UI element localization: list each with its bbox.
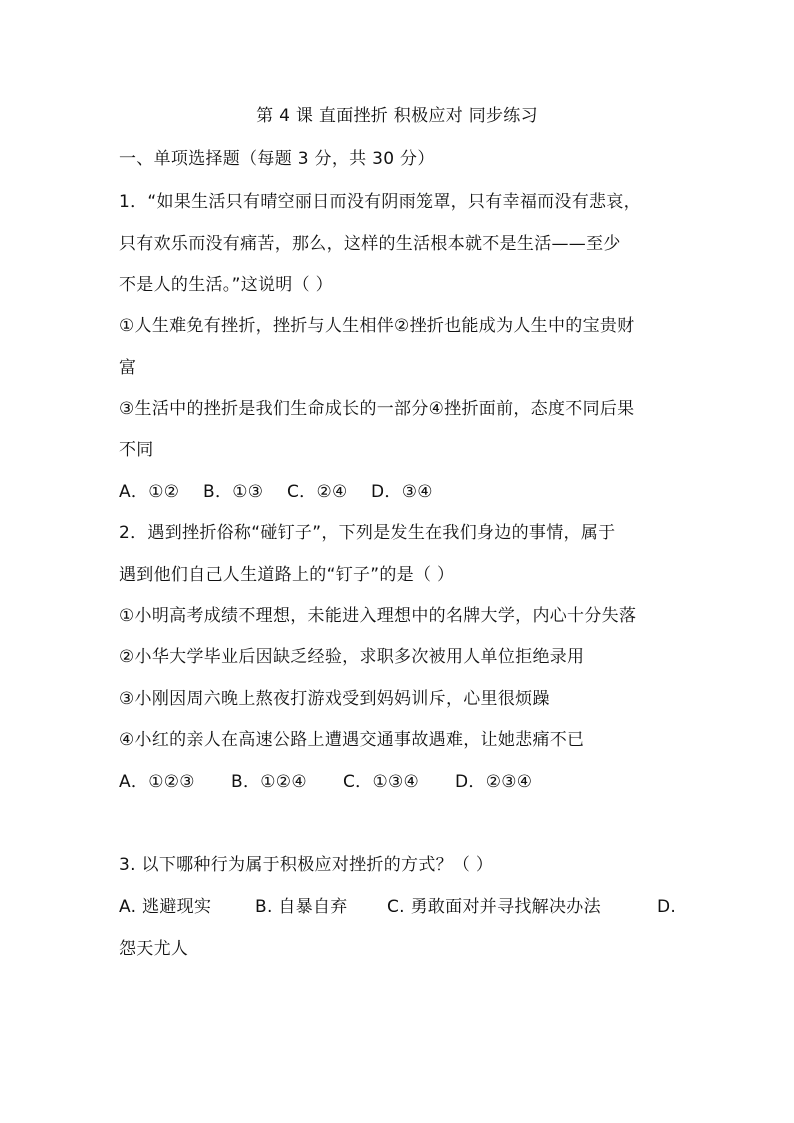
answer-options xyxy=(119,770,532,794)
page-title: 第 4 课 直面挫折 积极应对 同步练习 xyxy=(256,106,538,126)
answer-options xyxy=(119,895,676,919)
question-text-line: 只有欢乐而没有痛苦，那么，这样的生活根本就不是生活——至少 xyxy=(119,234,621,254)
statement-line: ①人生难免有挫折，挫折与人生相伴②挫折也能成为人生中的宝贵财 xyxy=(119,316,635,336)
option-a: A. 逃避现实 xyxy=(119,897,212,917)
statement-line: ②小华大学毕业后因缺乏经验，求职多次被用人单位拒绝录用 xyxy=(119,647,585,667)
option-d: D．③④ xyxy=(371,482,433,502)
option-a: A．①②③ xyxy=(119,772,195,792)
statement-line: 富 xyxy=(119,358,137,378)
statement-line: ③小刚因周六晚上熬夜打游戏受到妈妈训斥，心里很烦躁 xyxy=(119,689,550,709)
question-text-line: 遇到他们自己人生道路上的“钉子”的是（ ） xyxy=(119,565,455,585)
statement-line: ④小红的亲人在高速公路上遭遇交通事故遇难，让她悲痛不已 xyxy=(119,730,585,750)
statement-line: ③生活中的挫折是我们生命成长的一部分④挫折面前，态度不同后果 xyxy=(119,399,635,419)
statement-line: ①小明高考成绩不理想，未能进入理想中的名牌大学，内心十分失落 xyxy=(119,606,637,626)
option-b: B．①③ xyxy=(203,482,264,502)
option-d-continuation: 怨天尤人 xyxy=(119,939,189,959)
question-text-line: 3. 以下哪种行为属于积极应对挫折的方式？（ ） xyxy=(119,855,494,875)
option-d: D．②③④ xyxy=(455,772,533,792)
statement-line: 不同 xyxy=(119,440,154,460)
question-text-line: 1．“如果生活只有晴空丽日而没有阴雨笼罩，只有幸福而没有悲哀， xyxy=(119,192,641,212)
option-a: A．①② xyxy=(119,482,180,502)
answer-options xyxy=(119,480,433,504)
question-text-line: 不是人的生活。”这说明（ ） xyxy=(119,275,333,295)
section-heading: 一、单项选择题（每题 3 分，共 30 分） xyxy=(119,149,435,169)
option-c: C．②④ xyxy=(287,482,348,502)
option-b: B．①②④ xyxy=(231,772,307,792)
option-c: C．①③④ xyxy=(343,772,420,792)
option-b: B. 自暴自弃 xyxy=(255,897,348,917)
option-c: C. 勇敢面对并寻找解决办法 xyxy=(387,897,601,917)
question-text-line: 2．遇到挫折俗称“碰钉子”，下列是发生在我们身边的事情，属于 xyxy=(119,523,616,543)
option-d: D. xyxy=(657,897,677,917)
